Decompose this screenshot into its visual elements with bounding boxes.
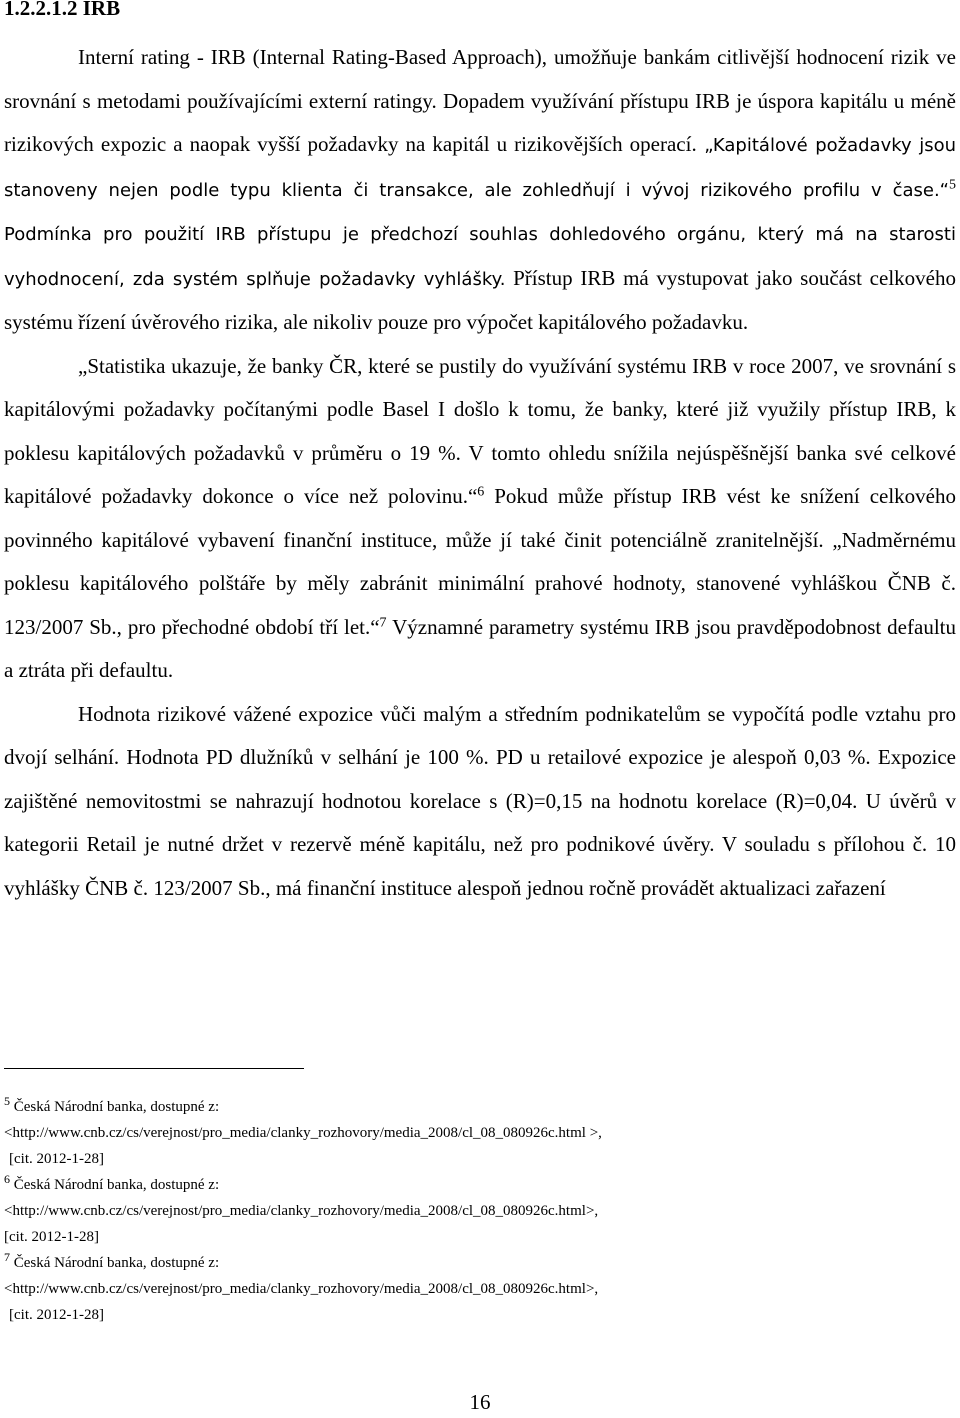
p2-sentence-2: Pokud může přístup IRB vést ke snížení celkového povinného kapitálové vybavení finanční instituce, může jí také činit potenciálně zranitelnější. „Nadměrnému poklesu kapitálového polštáře by měly zabránit minimální prahové hodnoty, stanovené vyhláškou ČNB č. 123/2007 Sb., pro přechodné období tří let.“ [4,484,956,639]
footnote-citation: [cit. 2012-1-28] [9,1151,104,1167]
footnote-number: 6 [4,1172,10,1186]
footnote-source: Česká Národní banka, dostupné z: [10,1177,220,1193]
footnote-6 [4,1172,956,1250]
footnote-ref-5[interactable]: 5 [949,176,956,192]
footnote-source: Česká Národní banka, dostupné z: [10,1099,220,1115]
page-number: 16 [469,1390,491,1414]
footnote-source: Česká Národní banka, dostupné z: [10,1255,220,1271]
paragraph-2 [4,345,956,693]
section-heading: 1.2.2.1.2 IRB [4,0,121,20]
footnote-number: 5 [4,1094,10,1108]
p1-sentence-4: Přístup IRB má vystupovat jako součást celkového systému řízení úvěrového rizika, ale nikoliv pouze pro výpočet kapitálového požadavku. [4,265,956,334]
footnote-ref-7[interactable]: 7 [379,614,387,630]
p2-sentence-3: Významné parametry systému IRB jsou pravděpodobnost defaultu a ztráta při defaultu. [4,614,956,682]
footnote-separator [4,1068,304,1069]
footnote-link[interactable]: <http://www.cnb.cz/cs/verejnost/pro_media/clanky_rozhovory/media_2008/cl_08_080926c.html>, [4,1203,599,1219]
footnote-citation: [cit. 2012-1-28] [4,1229,99,1245]
footnote-citation: [cit. 2012-1-28] [9,1307,104,1323]
footnote-link[interactable]: <http://www.cnb.cz/cs/verejnost/pro_media/clanky_rozhovory/media_2008/cl_08_080926c.html>, [4,1281,599,1297]
p1-sentence-1: Interní rating - IRB (Internal Rating-Based Approach), umožňuje bankám citlivější hodnocení rizik ve srovnání s metodami používajícími externí ratingy. Dopadem využívání přístupu IRB je úspora kapitálu u méně rizikových expozic a naopak vyšší požadavky na kapitál u rizikovějších operací. [4,45,956,156]
footnote-ref-6[interactable]: 6 [477,484,485,500]
paragraph-3: Hodnota rizikové vážené expozice vůči malým a středním podnikatelům se vypočítá podle vztahu pro dvojí selhání. Hodnota PD dlužníků v selhání je 100 %. PD u retailové expozice je alespoň 0,03 %. Expozice zajištěné nemovitostmi se nahrazují hodnotou korelace s (R)=0,15 na hodnotu korelace (R)=0,04. U úvěrů v kategorii Retail je nutné držet v rezervě méně kapitálu, než pro podnikové úvěry. V souladu s přílohou č. 10 vyhlášky ČNB č. 123/2007 Sb., má finanční instituce alespoň jednou ročně provádět aktualizaci zařazení [4,701,956,900]
paragraph-1 [4,36,956,345]
p1-sentence-3: Podmínka pro použití IRB přístupu je předchozí souhlas dohledového orgánu, který má na starosti vyhodnocení, zda systém splňuje požadavky vyhlášky. [4,224,956,290]
body-text [4,36,956,910]
footnote-link[interactable]: <http://www.cnb.cz/cs/verejnost/pro_media/clanky_rozhovory/media_2008/cl_08_080926c.html >, [4,1125,602,1141]
footnotes [4,1094,956,1328]
p1-quote: „Kapitálové požadavky jsou stanoveny nejen podle typu klienta či transakce, ale zohledňují i vývoj rizikového profilu v čase.“ [4,135,956,201]
footnote-number: 7 [4,1250,10,1264]
p2-quote: „Statistika ukazuje, že banky ČR, které se pustily do využívání systému IRB v roce 2007, ve srovnání s kapitálovými požadavky počítanými podle Basel I došlo k tomu, že banky, které již využily přístup IRB, k poklesu kapitálových požadavků v průměru o 19 %. V tomto ohledu snížila nejúspěšnější banka své celkové kapitálové požadavky dokonce o více než polovinu.“ [4,353,956,508]
footnote-7 [4,1250,956,1328]
footnote-5 [4,1094,956,1172]
